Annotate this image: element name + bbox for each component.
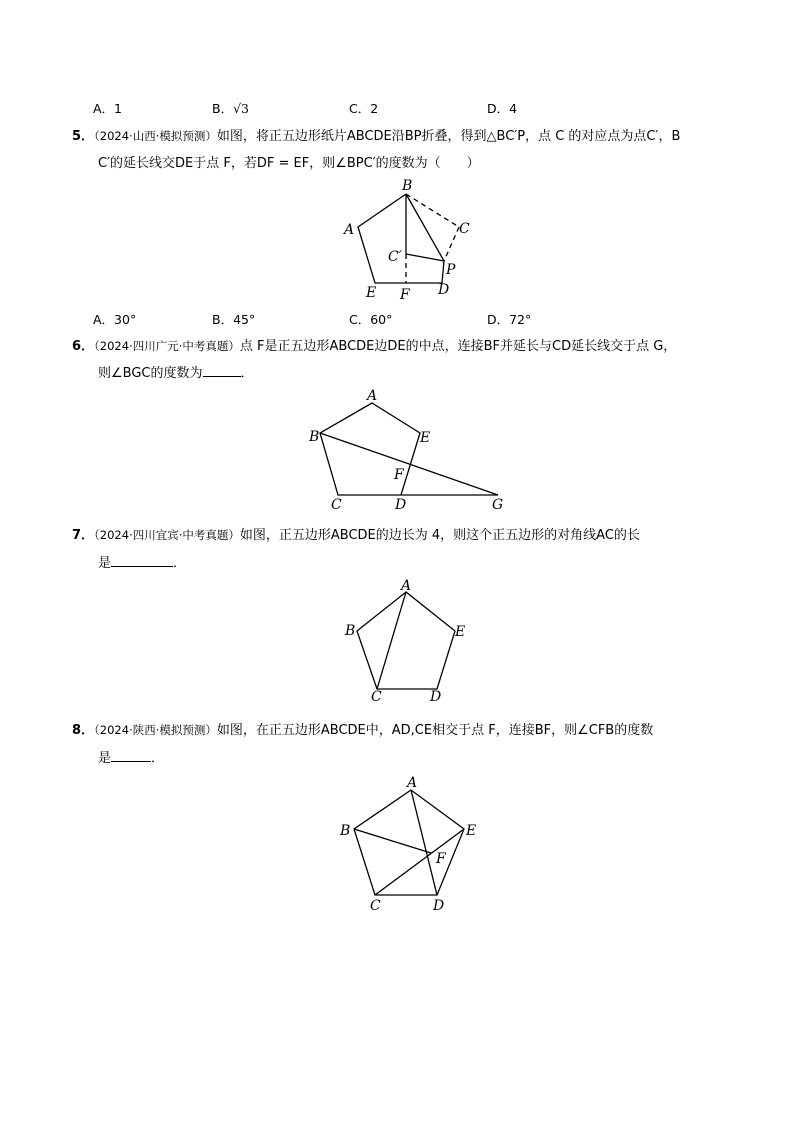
q8-label-f: F	[436, 851, 446, 867]
q8-text-line1: 如图，在正五边形ABCDE中，AD,CE相交于点 F，连接BF，则∠CFB的度数	[216, 723, 654, 738]
q5-label-cprime: C′	[388, 249, 402, 265]
q7-pentagon	[357, 592, 455, 689]
q8-label-b: B	[340, 823, 351, 839]
q6-line-bg	[320, 433, 498, 495]
q5-option-b: B．45°	[212, 312, 256, 327]
q8-label-a: A	[407, 775, 418, 791]
q7-label-b: B	[345, 623, 356, 639]
q6-text-line1: 点 F是正五边形ABCDE边DE的中点，连接BF并延长与CD延长线交于点 G，	[239, 339, 677, 354]
q6-line1	[72, 336, 676, 357]
q5-text-line2: C′的延长线交DE于点 F，若DF = EF，则∠BPC′的度数为（ ）	[98, 156, 480, 171]
q8-figure	[330, 770, 490, 915]
q4-option-a: A．1	[93, 101, 123, 116]
q6-text-line2: 则∠BGC的度数为	[98, 366, 203, 381]
q5-option-d: D．72°	[487, 312, 532, 327]
q5-source: （2024·山西·模拟预测）	[94, 129, 217, 143]
q7-label-d: D	[430, 689, 442, 705]
q5-label-e: E	[366, 285, 377, 301]
q6-label-b: B	[309, 429, 320, 445]
q5-label-p: P	[446, 262, 456, 278]
q5-fold-bp	[406, 194, 444, 261]
q6-line2	[98, 362, 254, 384]
q8-source: （2024·陕西·模拟预测）	[94, 723, 217, 737]
q6-label-g: G	[492, 497, 504, 513]
q6-answer-blank	[203, 362, 241, 377]
q7-answer-blank	[111, 552, 173, 567]
q5-text-line1: 如图，将正五边形纸片ABCDE沿BP折叠，得到△BC′P，点 C 的对应点为点C′，B	[216, 129, 681, 144]
q5-figure	[330, 175, 480, 305]
q6-end: ．	[240, 366, 254, 381]
q5-label-a: A	[344, 222, 355, 238]
q6-label-d: D	[395, 497, 407, 513]
q7-text-line2: 是	[98, 556, 112, 571]
q7-line2	[98, 552, 186, 574]
q5-label-f: F	[400, 287, 410, 303]
q5-line-cpp	[406, 254, 444, 261]
q7-diagonal-ac	[377, 592, 406, 689]
q6-label-e: E	[420, 430, 431, 446]
q7-figure	[335, 575, 475, 705]
q5-dashed-bc	[406, 194, 459, 227]
q8-number: 8．	[72, 723, 95, 738]
q5-label-c: C	[459, 221, 470, 237]
q4-option-d: D．4	[487, 101, 518, 116]
q6-label-f: F	[394, 467, 404, 483]
q6-number: 6．	[72, 339, 95, 354]
q8-label-e: E	[466, 823, 477, 839]
q4-option-b-value: √3	[233, 101, 249, 116]
q5-option-a: A．30°	[93, 312, 137, 327]
q8-line1	[72, 720, 653, 741]
q5-label-b: B	[402, 178, 413, 194]
q8-end: ．	[151, 751, 165, 766]
q8-text-line2: 是	[98, 751, 112, 766]
q6-label-c: C	[331, 497, 342, 513]
q5-label-d: D	[438, 282, 450, 298]
q8-label-c: C	[370, 898, 381, 914]
q7-source: （2024·四川宜宾·中考真题）	[94, 528, 240, 542]
q8-line-bf	[354, 829, 431, 853]
q5-number: 5．	[72, 129, 95, 144]
q4-option-b-letter: B．	[212, 101, 234, 116]
q7-label-e: E	[455, 624, 466, 640]
q7-line1	[72, 525, 640, 546]
q7-number: 7．	[72, 528, 95, 543]
q8-answer-blank	[111, 747, 151, 762]
q5-line1	[72, 126, 680, 147]
q7-end: ．	[173, 556, 187, 571]
q6-label-a: A	[367, 388, 378, 404]
q6-pentagon	[320, 403, 420, 495]
q8-label-d: D	[433, 898, 445, 914]
q8-pentagon	[354, 790, 464, 895]
q8-line2	[98, 747, 164, 769]
q7-label-a: A	[401, 578, 412, 594]
q4-option-b	[212, 99, 249, 117]
q7-text-line1: 如图，正五边形ABCDE的边长为 4，则这个正五边形的对角线AC的长	[239, 528, 640, 543]
q7-label-c: C	[371, 689, 382, 705]
q5-option-c: C．60°	[349, 312, 393, 327]
q6-source: （2024·四川广元·中考真题）	[94, 339, 240, 353]
q5-dashed-cp	[444, 227, 459, 261]
q4-option-c: C．2	[349, 101, 379, 116]
q6-figure	[300, 385, 515, 515]
